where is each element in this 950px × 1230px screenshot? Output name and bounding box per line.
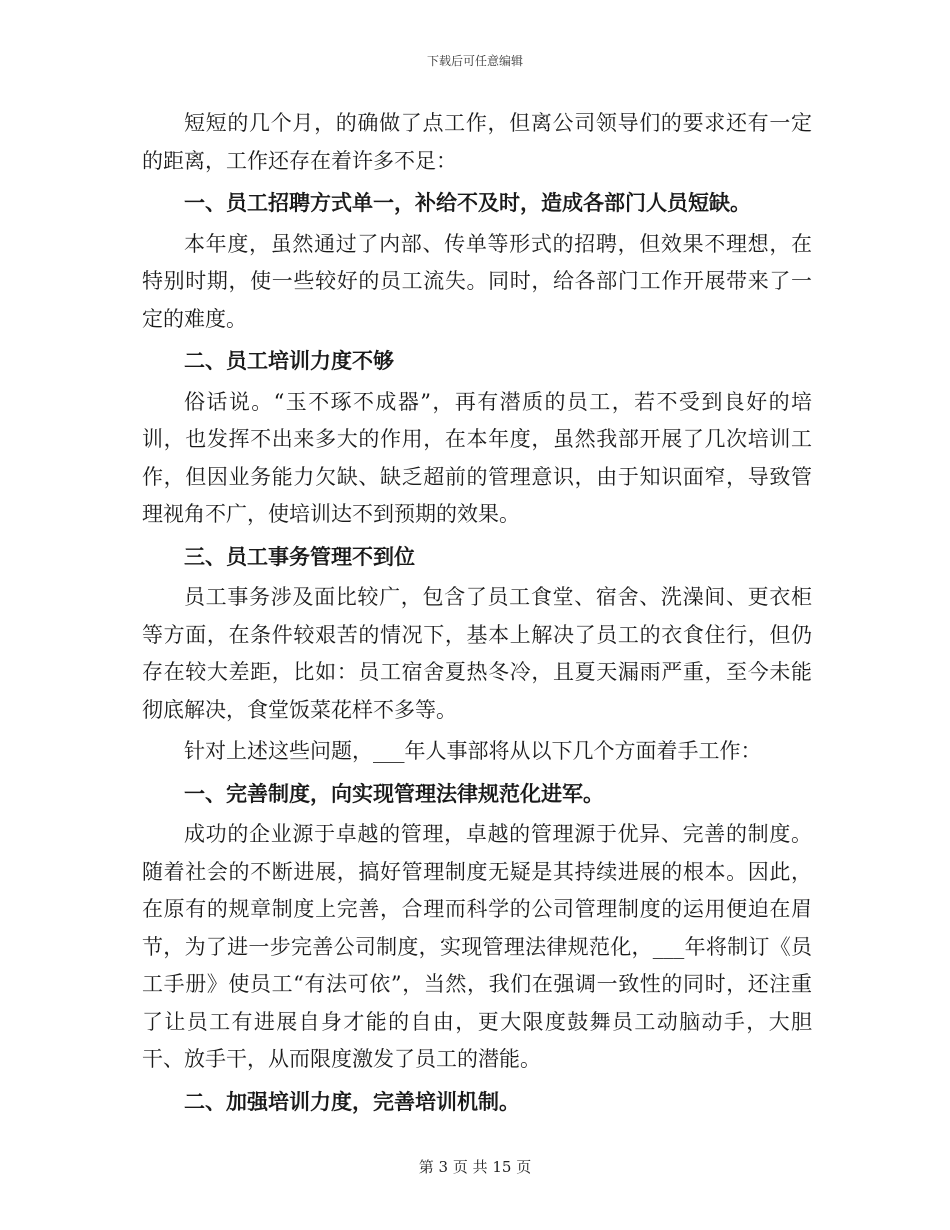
- paragraph-improve-system: 成功的企业源于卓越的管理，卓越的管理源于优异、完善的制度。随着社会的不断进展，搞好管理制度无疑是其持续进展的根本。因此，在原有的规章制度上完善，合理而科学的公司管理制度的运用便迫在眉节，为了进一步完善公司制度，实现管理法律规范化，___年将制订《员工手册》使员工“有法可依”，当然，我们在强调一致性的同时，还注重了让员工有进展自身才能的自由，更大限度鼓舞员工动脑动手，大胆干、放手干，从而限度激发了员工的潜能。: [142, 822, 812, 1071]
- paragraph-training: 俗话说。“玉不琢不成器”，再有潜质的员工，若不受到良好的培训，也发挥不出来多大的作用，在本年度，虽然我部开展了几次培训工作，但因业务能力欠缺、缺乏超前的管理意识，由于知识面窄，导致管理视角不广，使培训达不到预期的效果。: [142, 389, 812, 526]
- page-header-note: 下载后可任意编辑: [426, 54, 523, 68]
- page-number: 第 3 页 共 15 页: [418, 1158, 532, 1176]
- heading-training-issue: 二、员工培训力度不够: [184, 348, 394, 373]
- paragraph-plan-intro: 针对上述这些问题，___年人事部将从以下几个方面着手工作：: [184, 739, 762, 763]
- heading-improve-system: 一、完善制度，向实现管理法律规范化进军。: [184, 780, 604, 806]
- heading-strengthen-training: 二、加强培训力度，完善培训机制。: [184, 1088, 520, 1114]
- heading-recruitment-issue: 一、员工招聘方式单一，补给不及时，造成各部门人员短缺。: [184, 190, 751, 215]
- paragraph-recruitment: 本年度，虽然通过了内部、传单等形式的招聘，但效果不理想，在特别时期，使一些较好的员工流失。同时，给各部门工作开展带来了一定的难度。: [142, 231, 812, 331]
- document-body: [142, 105, 812, 1120]
- heading-affairs-issue: 三、员工事务管理不到位: [184, 543, 415, 569]
- paragraph-affairs: 员工事务涉及面比较广，包含了员工食堂、宿舍、洗澡间、更衣柜等方面，在条件较艰苦的情况下，基本上解决了员工的衣食住行，但仍存在较大差距，比如：员工宿舍夏热冬冷，且夏天漏雨严重，至今未能彻底解决，食堂饭菜花样不多等。: [142, 585, 812, 722]
- paragraph-intro: 短短的几个月，的确做了点工作，但离公司领导们的要求还有一定的距离，工作还存在着许多不足：: [142, 111, 812, 173]
